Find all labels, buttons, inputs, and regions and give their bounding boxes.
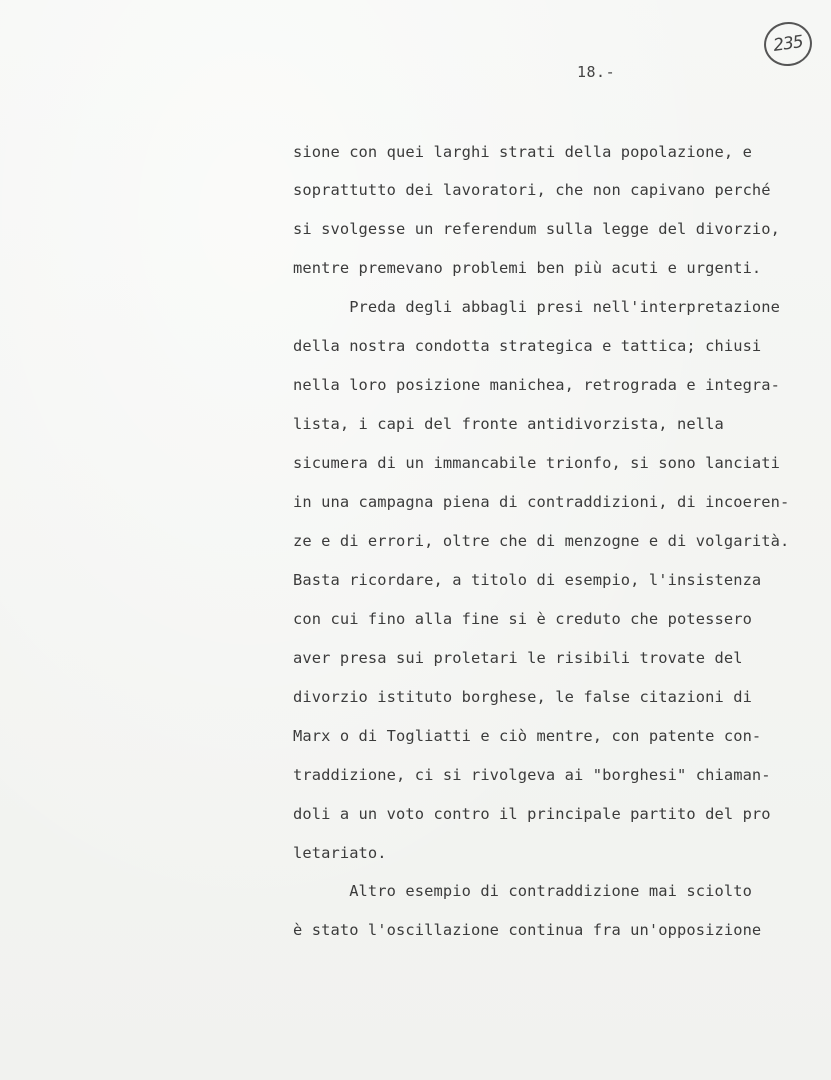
text-line: soprattutto dei lavoratori, che non capivano perché [293, 181, 771, 199]
text-line: in una campagna piena di contraddizioni, di incoeren- [293, 493, 790, 511]
text-line: traddizione, ci si rivolgeva ai "borghesi" chiaman- [293, 766, 771, 784]
text-line: è stato l'oscillazione continua fra un'opposizione [293, 921, 762, 939]
text-line: letariato. [293, 844, 387, 862]
page-number: 18.- [577, 63, 616, 81]
text-line: sione con quei larghi strati della popolazione, e [293, 143, 752, 161]
text-line: si svolgesse un referendum sulla legge del divorzio, [293, 220, 781, 238]
text-line: Preda degli abbagli presi nell'interpretazione [293, 298, 781, 316]
text-line: divorzio istituto borghese, le false citazioni di [293, 688, 752, 706]
text-line: Basta ricordare, a titolo di esempio, l'insistenza [293, 571, 762, 589]
text-line: sicumera di un immancabile trionfo, si sono lanciati [293, 454, 781, 472]
text-line: con cui fino alla fine si è creduto che potessero [293, 610, 752, 628]
text-line: Marx o di Togliatti e ciò mentre, con patente con- [293, 727, 762, 745]
text-line: della nostra condotta strategica e tattica; chiusi [293, 337, 762, 355]
text-line: lista, i capi del fronte antidivorzista, nella [293, 415, 724, 433]
text-line: aver presa sui proletari le risibili trovate del [293, 649, 743, 667]
text-line: doli a un voto contro il principale partito del pro [293, 805, 771, 823]
text-line: ze e di errori, oltre che di menzogne e di volgarità. [293, 532, 790, 550]
archive-page-stamp: 235 [761, 19, 815, 69]
text-line: nella loro posizione manichea, retrograda e integra- [293, 376, 781, 394]
text-line: Altro esempio di contraddizione mai sciolto [293, 882, 752, 900]
text-line: mentre premevano problemi ben più acuti e urgenti. [293, 259, 762, 277]
